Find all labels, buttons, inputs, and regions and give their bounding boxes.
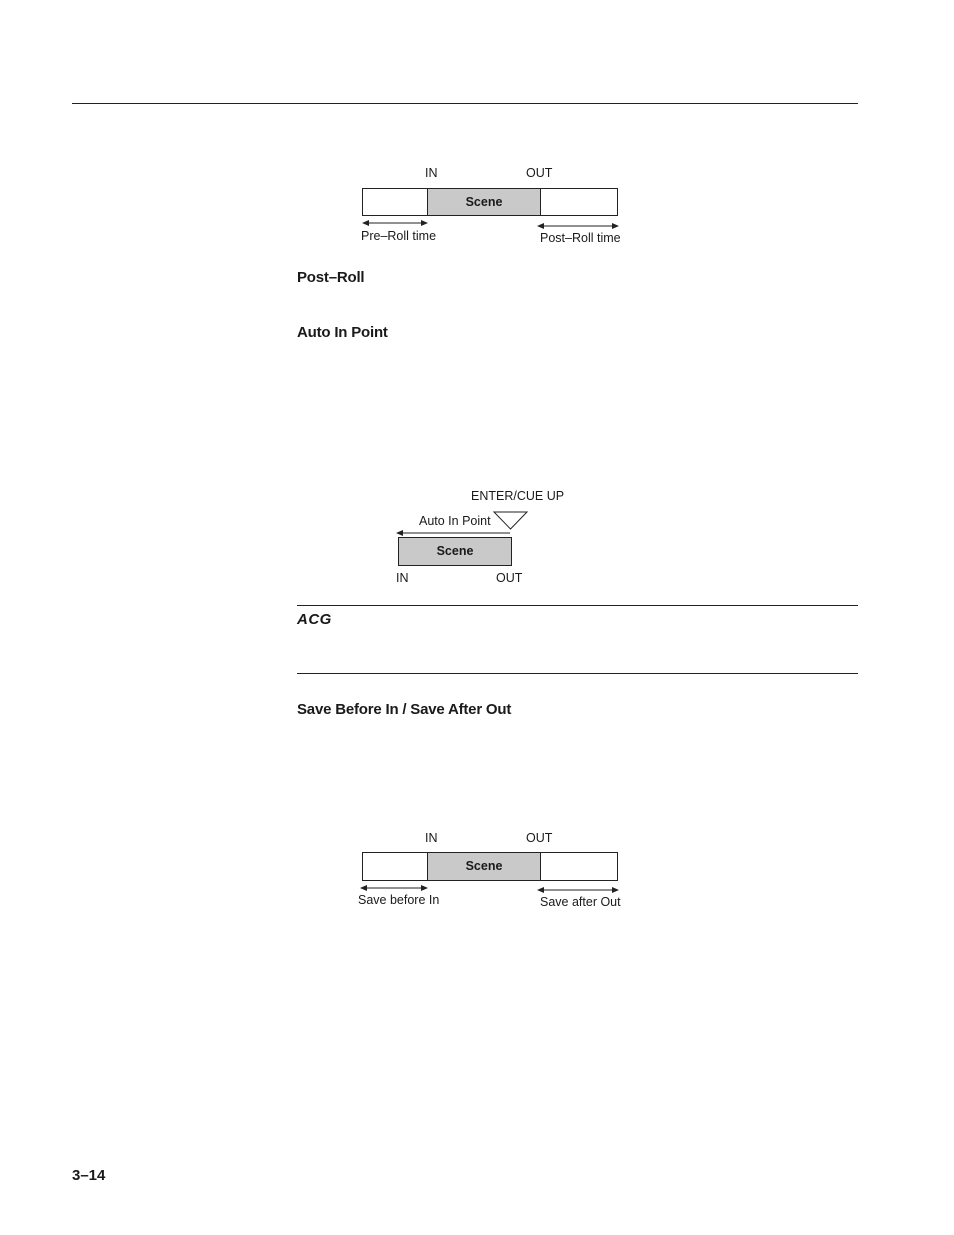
save-before-label: Save before In: [358, 893, 440, 907]
save-before-segment: [362, 852, 428, 881]
note-bottom-rule: [297, 673, 858, 674]
save-after-arrow: [537, 885, 621, 895]
enter-cue-up-label: ENTER/CUE UP: [471, 489, 565, 503]
postroll-label: Post–Roll time: [540, 231, 621, 245]
save-before-after-heading: Save Before In / Save After Out: [297, 701, 512, 718]
preroll-label: Pre–Roll time: [361, 229, 437, 243]
scene-block: Scene: [427, 852, 541, 881]
page-number: 3–14: [72, 1167, 106, 1184]
scene-block: Scene: [427, 188, 541, 216]
postroll-arrow: [537, 221, 621, 231]
in-label: IN: [425, 831, 438, 845]
acg-note-heading: ACG: [297, 611, 332, 628]
note-top-rule: [297, 605, 858, 606]
preroll-segment: [362, 188, 428, 216]
preroll-arrow: [362, 218, 430, 228]
post-roll-heading: Post–Roll: [297, 269, 365, 286]
out-label: OUT: [496, 571, 523, 585]
save-after-segment: [540, 852, 618, 881]
out-label: OUT: [526, 831, 553, 845]
scene-block: Scene: [398, 537, 512, 566]
auto-in-point-heading: Auto In Point: [297, 324, 388, 341]
postroll-segment: [540, 188, 618, 216]
out-label: OUT: [526, 166, 553, 180]
auto-in-point-label: Auto In Point: [419, 514, 491, 528]
in-label: IN: [396, 571, 409, 585]
header-rule: [72, 103, 858, 104]
in-label: IN: [425, 166, 438, 180]
save-after-label: Save after Out: [540, 895, 621, 909]
save-before-arrow: [360, 883, 430, 893]
